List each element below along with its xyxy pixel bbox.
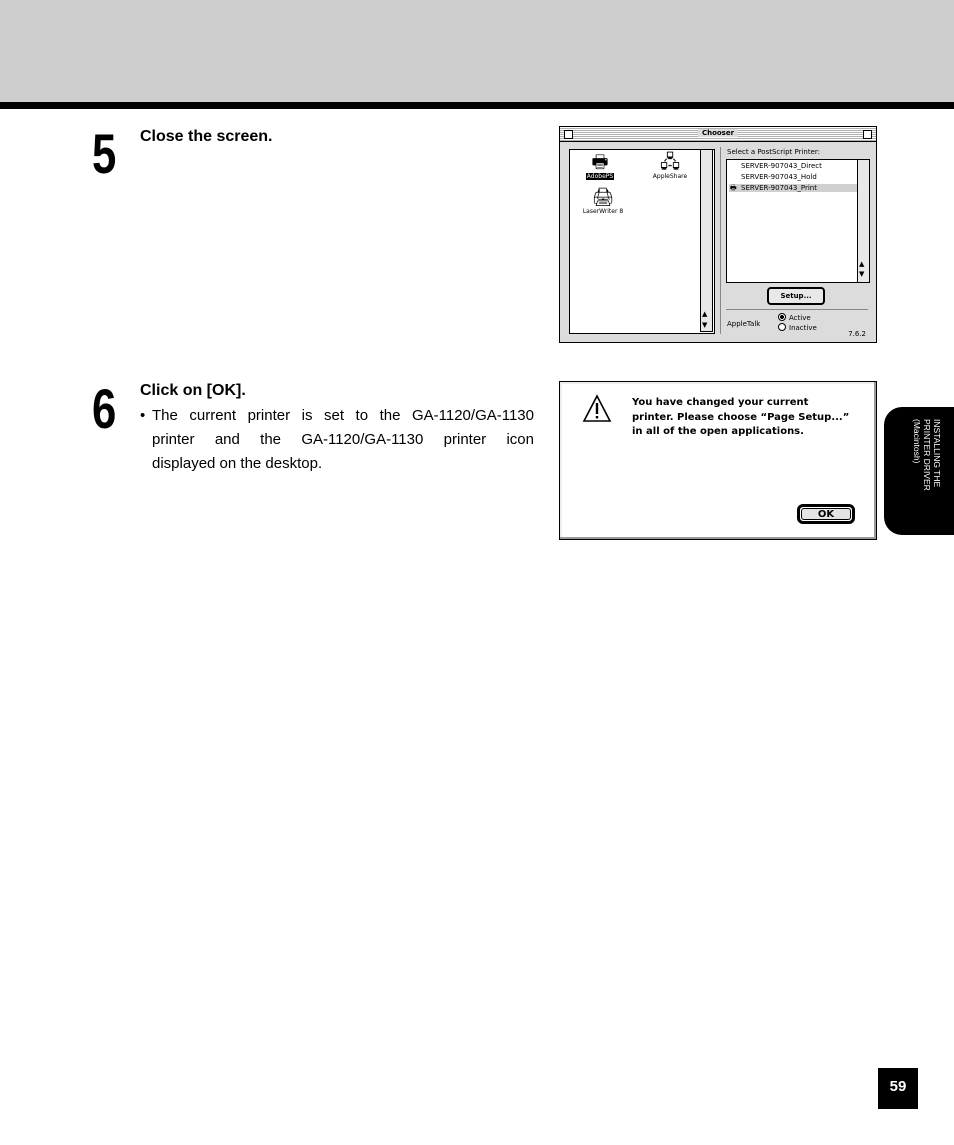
driver-laserwriter[interactable]: [578, 188, 628, 215]
driver-label: AdobePS: [586, 173, 614, 180]
printer-row[interactable]: SERVER-907043_Direct: [741, 162, 822, 170]
driver-appleshare[interactable]: [650, 153, 690, 180]
section-tab-text: [898, 419, 942, 523]
section-tab-line: (Macintosh): [912, 419, 922, 464]
bullet-line: [140, 452, 534, 476]
printer-row-selected[interactable]: [729, 184, 857, 192]
printer-icon: 🖶: [591, 152, 609, 173]
network-icon: 🖧: [659, 152, 681, 173]
header-rule: [0, 102, 954, 109]
ok-button-label: OK: [801, 508, 851, 520]
driver-label: AppleShare: [652, 173, 688, 180]
appletalk-active-radio[interactable]: [778, 313, 811, 322]
bullet-line: [140, 428, 534, 452]
printer-row[interactable]: SERVER-907043_Hold: [741, 173, 817, 181]
version-label: 7.6.2: [848, 330, 866, 338]
warning-icon: [582, 394, 612, 424]
alert-message: [632, 396, 862, 440]
alert-dialog: [559, 381, 877, 540]
driver-adobeps[interactable]: [580, 153, 620, 180]
step-6-bullet: [140, 404, 534, 476]
appletalk-inactive-radio[interactable]: [778, 323, 817, 332]
alert-message-line: printer. Please choose “Page Setup...”: [632, 411, 850, 423]
pane-divider: [720, 147, 721, 334]
page-number: 59: [878, 1068, 918, 1109]
appletalk-label: AppleTalk: [727, 320, 761, 328]
divider: [726, 309, 868, 310]
header-band: [0, 0, 954, 102]
scroll-up-icon[interactable]: ▲: [702, 310, 708, 318]
alert-message-line: in all of the open applications.: [632, 426, 804, 437]
bullet-text: The current printer is set to the GA-1120/GA-1130: [152, 407, 534, 424]
bullet-line: [140, 404, 534, 428]
alert-message-line: You have changed your current: [632, 397, 809, 408]
printer-list-scrollbar[interactable]: [857, 160, 869, 282]
bullet-text: displayed on the desktop.: [152, 455, 323, 472]
driver-label: LaserWriter 8: [582, 208, 624, 215]
radio-label: Active: [789, 314, 811, 322]
section-tab-line: INSTALLING THE: [932, 419, 942, 488]
setup-button[interactable]: Setup...: [767, 287, 825, 305]
close-box-icon[interactable]: [564, 130, 573, 139]
printer-icon: 🖶: [730, 184, 737, 192]
zoom-box-icon[interactable]: [863, 130, 872, 139]
chooser-title: Chooser: [698, 129, 738, 137]
printer-row-label: SERVER-907043_Print: [741, 184, 817, 192]
printer-prompt: Select a PostScript Printer:: [727, 148, 821, 156]
radio-label: Inactive: [789, 324, 817, 332]
radio-empty-icon: [778, 323, 786, 331]
step-6-title: Click on [OK].: [140, 382, 246, 399]
scroll-up-icon[interactable]: ▲: [859, 260, 865, 268]
step-number-5: 5: [92, 122, 117, 185]
printer-icon: 🖨: [591, 187, 615, 208]
ok-button[interactable]: [797, 504, 855, 524]
step-number-6: 6: [92, 377, 117, 440]
printer-list: [726, 159, 870, 283]
radio-selected-icon: [778, 313, 786, 321]
section-tab: [884, 407, 954, 535]
section-tab-line: PRINTER DRIVER: [922, 419, 932, 491]
scroll-down-icon[interactable]: ▼: [702, 321, 708, 329]
bullet-text: printer and the GA-1120/GA-1130 printer icon: [152, 431, 534, 448]
bullet-mark: •: [140, 407, 146, 424]
chooser-window: [559, 126, 877, 343]
driver-list-scrollbar[interactable]: [700, 149, 713, 332]
step-5-title: Close the screen.: [140, 128, 273, 145]
chooser-titlebar[interactable]: [560, 127, 876, 142]
scroll-down-icon[interactable]: ▼: [859, 270, 865, 278]
